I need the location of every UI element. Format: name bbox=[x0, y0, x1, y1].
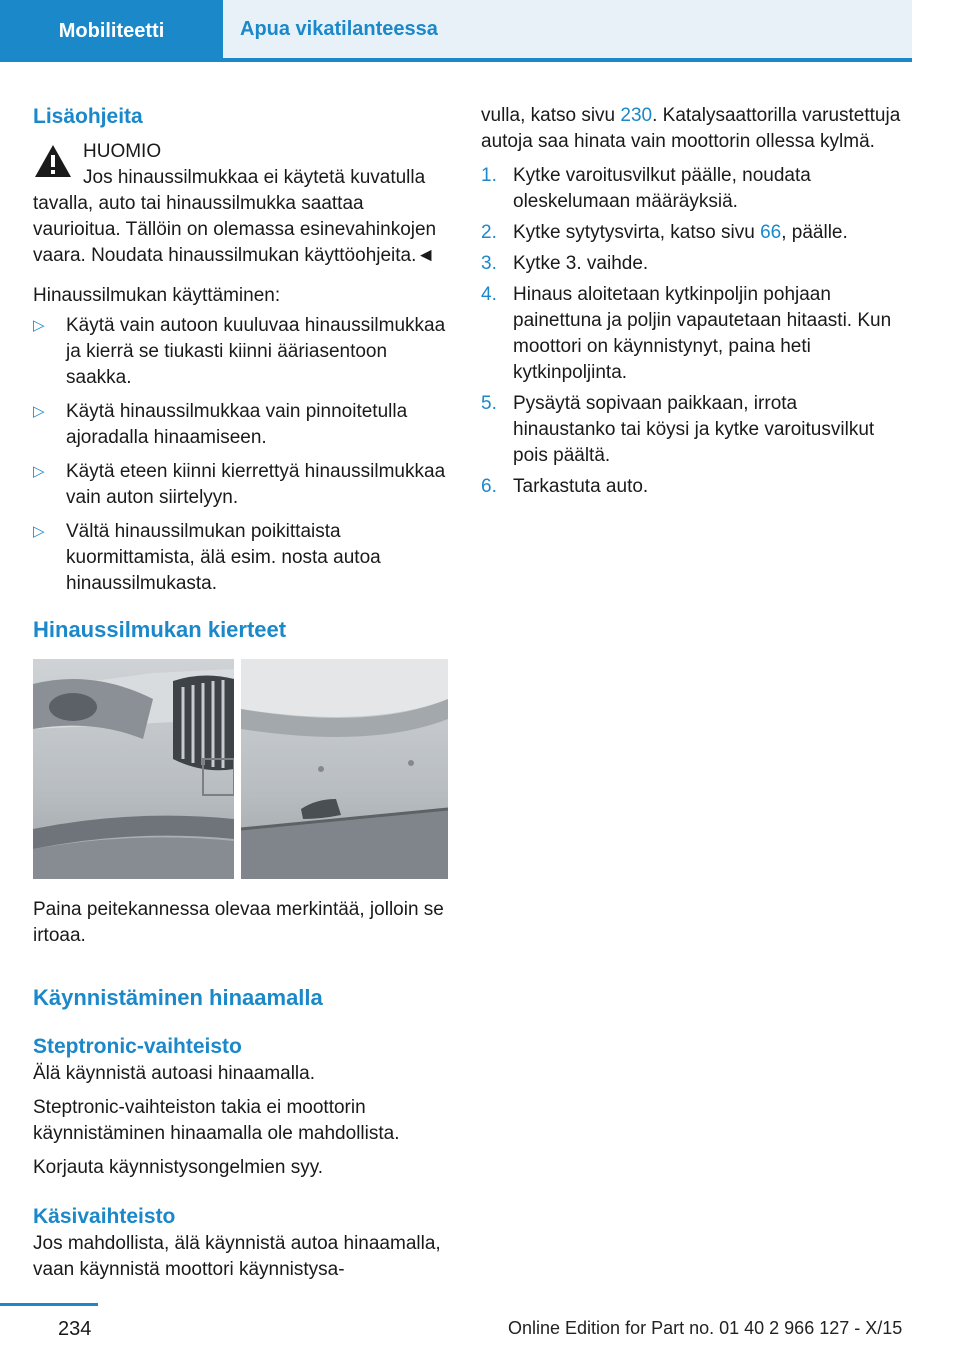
end-marker-icon: ◄ bbox=[416, 245, 436, 266]
warning-text: Jos hinaussilmukkaa ei käytetä kuvatulla tavalla, auto tai hinaussilmukka saattaa vaurioitua. Tällöin on olemassa esinevahinkojen vaara. Noudata hinaussilmukan käyttöohjeita.◄ bbox=[33, 167, 437, 266]
bullet-triangle-icon: ▷ bbox=[33, 317, 45, 334]
photo-caption: Paina peitekannessa olevaa merkintää, jolloin se irtoaa. bbox=[33, 899, 444, 946]
header-tabs bbox=[0, 0, 895, 62]
edition-note: Online Edition for Part no. 01 40 2 966 127 - X/15 bbox=[508, 1318, 903, 1338]
heading-kasivaihteisto: Käsivaihteisto bbox=[33, 1205, 176, 1228]
list-item: 6. Tarkastuta auto. bbox=[481, 476, 649, 497]
list-item: 1. Kytke varoitusvilkut päälle, noudata oleskelumaan määräyksiä. bbox=[481, 165, 811, 212]
page-number: 234 bbox=[58, 1318, 92, 1340]
towing-steps bbox=[481, 163, 901, 500]
page-link-66[interactable]: 66 bbox=[760, 222, 782, 243]
footer-rule bbox=[0, 1303, 98, 1306]
photo-rear-bumper bbox=[241, 659, 448, 879]
steptronic-p3: Korjauta käynnistysongelmien syy. bbox=[33, 1157, 324, 1178]
tab-mobiliteetti[interactable]: Mobiliteetti bbox=[0, 0, 223, 62]
bullet-triangle-icon: ▷ bbox=[33, 523, 45, 540]
usage-intro: Hinaussilmukan käyttäminen: bbox=[33, 285, 281, 306]
tow-eye-photo bbox=[33, 659, 448, 879]
heading-kierteet: Hinaussilmukan kierteet bbox=[33, 617, 287, 642]
continued-text: vulla, katso sivu 230. Katalysaattorilla varustettuja autoja saa hinata vain moottorin ollessa kylmä. bbox=[481, 105, 901, 152]
list-item: ▷ Käytä hinaussilmukkaa vain pinnoitetulla ajoradalla hinaamiseen. bbox=[33, 401, 408, 448]
list-item: 3. Kytke 3. vaihde. bbox=[481, 253, 649, 274]
heading-steptronic: Steptronic-vaihteisto bbox=[33, 1035, 242, 1058]
steptronic-p2: Steptronic-vaihteiston takia ei moottorin käynnistäminen hinaamalla ole mahdollista. bbox=[33, 1097, 400, 1144]
right-column bbox=[481, 103, 901, 505]
steptronic-p1: Älä käynnistä autoasi hinaamalla. bbox=[33, 1063, 316, 1084]
photo-front-grille bbox=[33, 659, 234, 879]
kasivaihteisto-text: Jos mahdollista, älä käynnistä autoa hinaamalla, vaan käynnistä moottori käynnistysa- bbox=[33, 1233, 441, 1280]
heading-kaynnistaminen: Käynnistäminen hinaamalla bbox=[33, 985, 323, 1010]
left-column bbox=[33, 103, 448, 1283]
page-link-230[interactable]: 230 bbox=[620, 105, 653, 126]
tab-apua-vikatilanteessa[interactable]: Apua vikatilanteessa bbox=[223, 0, 912, 62]
warning-triangle-icon bbox=[33, 143, 73, 179]
list-item: 5. Pysäytä sopivaan paikkaan, irrota hinaustanko tai köysi ja kytke varoitusvilkut pois päältä. bbox=[481, 393, 875, 466]
bullet-triangle-icon: ▷ bbox=[33, 463, 45, 480]
usage-list bbox=[33, 313, 448, 597]
bullet-triangle-icon: ▷ bbox=[33, 403, 45, 420]
list-item: ▷ Vältä hinaussilmukan poikittaista kuormittamista, älä esim. nosta autoa hinaussilmukasta. bbox=[33, 521, 381, 594]
list-item: ▷ Käytä eteen kiinni kierrettyä hinaussilmukkaa vain auton siirtelyyn. bbox=[33, 461, 446, 508]
warning-title: HUOMIO bbox=[83, 141, 162, 162]
list-item: ▷ Käytä vain autoon kuuluvaa hinaussilmukkaa ja kierrä se tiukasti kiinni ääriasentoon saakka. bbox=[33, 315, 446, 388]
list-item: 2. Kytke sytytysvirta, katso sivu 66, päälle. bbox=[481, 222, 848, 243]
heading-lisaohjeita: Lisäohjeita bbox=[33, 105, 143, 128]
list-item: 4. Hinaus aloitetaan kytkinpoljin pohjaan painettuna ja poljin vapautetaan hitaasti. Kun moottori on käynnistynyt, paina heti kytkinpoljinta. bbox=[481, 284, 892, 383]
warning-block bbox=[33, 139, 448, 269]
